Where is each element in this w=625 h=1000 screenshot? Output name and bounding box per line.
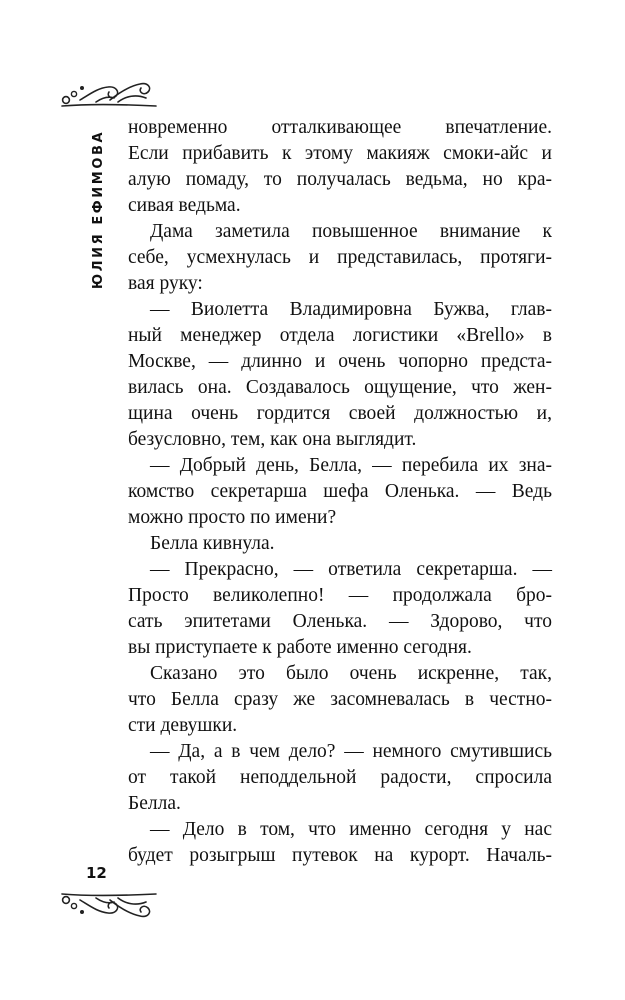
text-line: себе, усмехнулась и представилась, протяги- bbox=[128, 247, 552, 268]
text-line: вы приступаете к работе именно сегодня. bbox=[128, 637, 472, 658]
text-line: сать эпитетами Оленька. — Здорово, что bbox=[128, 611, 552, 632]
text-line: от такой неподдельной радости, спросила bbox=[128, 767, 552, 788]
text-line: щина очень гордится своей должностью и, bbox=[128, 403, 552, 424]
text-line: новременно отталкивающее впечатление. bbox=[128, 117, 552, 138]
top-flourish-ornament bbox=[56, 70, 161, 115]
text-line: сивая ведьма. bbox=[128, 195, 241, 216]
text-line: — Добрый день, Белла, — перебила их зна- bbox=[150, 455, 552, 476]
text-line: безусловно, тем, как она выглядит. bbox=[128, 429, 417, 450]
text-line: — Дело в том, что именно сегодня у нас bbox=[150, 819, 552, 840]
text-line: можно просто по имени? bbox=[128, 507, 337, 528]
text-line: Белла кивнула. bbox=[150, 533, 275, 554]
author-name: ЮЛИЯ ЕФИМОВА bbox=[91, 129, 107, 289]
text-line: будет розыгрыш путевок на курорт. Началь- bbox=[128, 845, 552, 866]
bottom-flourish-ornament bbox=[56, 886, 161, 931]
page-number: 12 bbox=[86, 864, 107, 882]
text-line: сти девушки. bbox=[128, 715, 238, 736]
text-line: вая руку: bbox=[128, 273, 203, 294]
text-line: Сказано это было очень искренне, так, bbox=[150, 663, 552, 684]
body-text bbox=[128, 115, 552, 869]
text-line: Белла. bbox=[128, 793, 181, 814]
running-head bbox=[88, 124, 110, 294]
text-line: Если прибавить к этому макияж смоки-айс и bbox=[128, 143, 552, 164]
text-line: — Виолетта Владимировна Бужва, глав- bbox=[150, 299, 552, 320]
text-line: алую помаду, то получалась ведьма, но кра- bbox=[128, 169, 552, 190]
text-line: Дама заметила повышенное внимание к bbox=[150, 221, 552, 242]
text-line: — Да, а в чем дело? — немного смутившись bbox=[150, 741, 552, 762]
text-line: что Белла сразу же засомневалась в честно- bbox=[128, 689, 552, 710]
text-line: Просто великолепно! — продолжала бро- bbox=[128, 585, 552, 606]
text-line: вилась она. Создавалось ощущение, что жен- bbox=[128, 377, 552, 398]
text-line: — Прекрасно, — ответила секретарша. — bbox=[150, 559, 552, 580]
text-line: ный менеджер отдела логистики «Brello» в bbox=[128, 325, 552, 346]
text-line: комство секретарша шефа Оленька. — Ведь bbox=[128, 481, 552, 502]
text-line: Москве, — длинно и очень чопорно предста- bbox=[128, 351, 552, 372]
